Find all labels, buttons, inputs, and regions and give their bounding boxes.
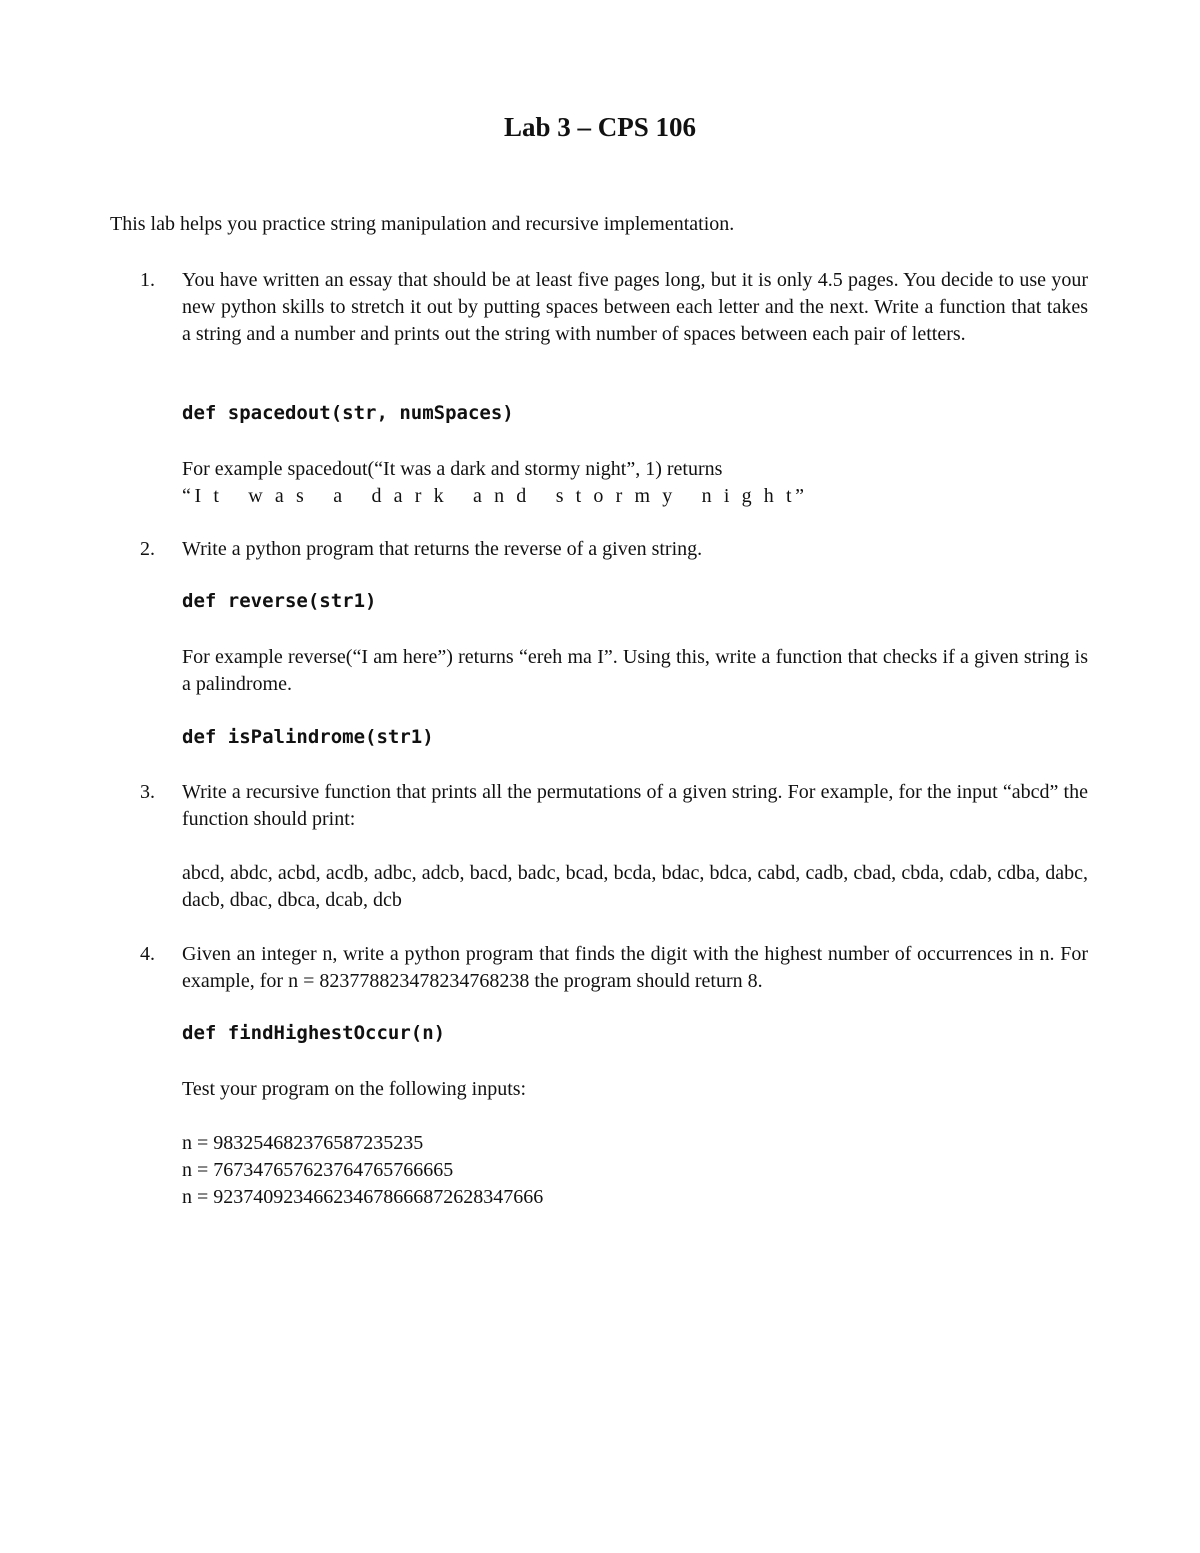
item-body	[182, 779, 1088, 911]
list-item-2	[140, 536, 1090, 756]
list-item-4	[140, 941, 1090, 1221]
function-signature: def reverse(str1)	[182, 590, 377, 612]
function-signature: def spacedout(str, numSpaces)	[182, 402, 514, 424]
test-input-2: n = 7673476576237647657666​65	[182, 1159, 454, 1181]
item-body	[182, 536, 1088, 748]
test-input-1: n = 9832546823765872352​35	[182, 1132, 424, 1154]
item-text: Write a python program that returns the reverse of a given string.	[182, 538, 703, 560]
permutations-list: abcd, abdc, acbd, acdb, adbc, adcb, bacd, badc, bcad, bcda, bdac, bdca, cabd, cadb, cbad, cbda, cdab, cdba, dabc, dacb, dbac, dbca, dcab, dcb	[182, 862, 1088, 911]
list-item-1	[140, 267, 1090, 507]
example-output: “I t w a s a d a r k a n d s t o r m y n i g h t”	[182, 485, 808, 507]
page-title: Lab 3 – CPS 106	[503, 112, 697, 142]
example-text: For example reverse(“I am here”) returns “ereh ma I”. Using this, write a function that checks if a given string is a palindrome.	[182, 646, 1088, 695]
test-intro: Test your program on the following inputs:	[182, 1078, 527, 1100]
intro-paragraph: This lab helps you practice string manipulation and recursive implementation.	[110, 213, 735, 235]
test-input-3: n = 923740923466234678666872628347666	[182, 1186, 544, 1208]
item-number: 4.	[140, 943, 155, 965]
item-number: 2.	[140, 538, 155, 560]
example-text: For example spacedout(“It was a dark and stormy night”, 1) returns	[182, 458, 723, 480]
item-text: Write a recursive function that prints all the permutations of a given string. For example, for the input “abcd” the function should print:	[182, 781, 1088, 830]
list-item-3	[140, 779, 1090, 919]
function-signature: def findHighestOccur(n)	[182, 1022, 446, 1044]
item-text: You have written an essay that should be at least five pages long, but it is only 4.5 pages. You decide to use your new python skills to stretch it out by putting spaces between each letter and the next. Write a function that takes a string and a number and prints out the string with number of spaces between each pair of letters.	[182, 269, 1088, 345]
item-body	[182, 941, 1088, 1208]
item-body	[182, 267, 1088, 507]
item-text: Given an integer n, write a python program that finds the digit with the highest number of occurrences in n. For example, for n = 823778823478234768238 the program should return 8.	[182, 943, 1088, 992]
function-signature: def isPalindrome(str1)	[182, 726, 434, 748]
item-number: 3.	[140, 781, 155, 803]
item-number: 1.	[140, 269, 155, 291]
